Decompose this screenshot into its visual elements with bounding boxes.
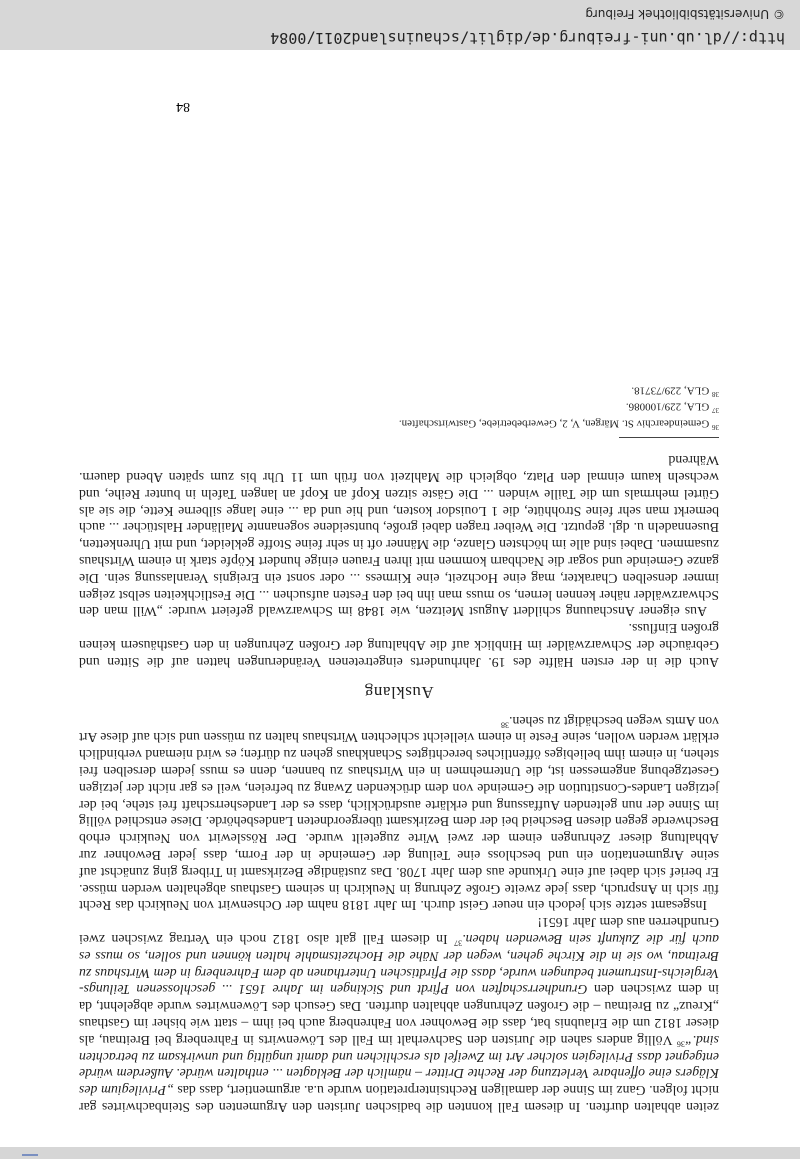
footnote-text: GLA, 229/100086. xyxy=(625,400,710,413)
footnote xyxy=(79,416,719,432)
footnote-number: 37 xyxy=(712,406,719,415)
footnote-number: 36 xyxy=(712,422,719,431)
paragraph-text: Völlig anders sahen die Juristen den Sachverhalt im Fall des Löwenwirts in Fahrenberg bei Breitnau, als dieser 1812 um die Erlaubnis bat, dass die Bewohner von Fahrenberg auch bei ihm – statt wie bisher im Gasthaus „Kreuz“ zu Breitnau – die Großen Zehrungen abhalten durften. Das Gesuch des Löwenwirtes wurde abgelehnt, da in dem zwischen den xyxy=(78,982,719,1048)
source-url-link[interactable]: http://dl.ub.uni-freiburg.de/diglit/schauinsland2011/0084 xyxy=(270,29,785,47)
footnote-ref: 36 xyxy=(676,1039,685,1049)
paragraph-text: zeiten abhalten durften. In diesem Fall konnten die badischen Juristen den Argumenten des Steinbachwirtes gar nicht folgen. Ganz im Sinne der damaligen Rechtsinterpretation wurde u.a. argumentiert, dass das xyxy=(79,1083,719,1115)
paragraph: Aus eigener Anschauung schildert August Meitzen, wie 1848 im Schwarzwald gefeiert wurde: „Will man den Schwarzwälder näher kennen lernen, so muss man ihn bei den Festen aufsuchen ... Die Festlichkeiten selbst zeigen immer denselben Charakter, mag eine Hochzeit, eine Kirmess ... oder sonst ein Ereignis Veranlassung sein. Die ganze Gemeinde und sogar die Nachbarn kommen mit ihren Frauen einige hundert Köpfe stark in einem Wirtshaus zusammen. Dabei sind alle im höchsten Glanze, die Männer oft in sehr feine Stoffe gekleidet, und mit Uhrenketten, Busennadeln u. dgl. geputzt. Die Weiber tragen dabei große, buntseidene sogenannte Mailänder Halstücher ... auch bemerkt man sehr feine Strohhüte, die 1 Louisdor kosten, und hie und da ... eine lange silberne Kette, die sie als Gürtel mehrmals um die Taille winden ... Die Gäste sitzen Kopf an Kopf an langen Tafeln in bunter Reihe, und wechseln kaum einmal den Platz, obgleich die Mahlzeit von früh um 11 Uhr bis zum späten Abend dauern. Während xyxy=(79,453,719,620)
footer-bar xyxy=(0,0,800,50)
quote-text: „Privilegium des Klägers eine offenbare Verletzung der Rechte Dritter – nämlich der Beklagten ... enthalten würde. Außerdem würde entgegnet dass Privilegien solcher Art im Zweifel als erschlichen und damit ungültig und unwirksam zu betrachten sind.“ xyxy=(79,1032,719,1099)
footnote-divider xyxy=(619,437,719,438)
document-page xyxy=(79,384,719,1115)
footnote-number: 38 xyxy=(712,390,719,399)
top-bar xyxy=(0,1147,800,1159)
paragraph xyxy=(79,712,719,914)
footnote xyxy=(79,384,719,400)
paragraph xyxy=(79,913,719,1115)
section-heading: Ausklang xyxy=(364,682,434,702)
footnote-ref: 37 xyxy=(454,938,463,948)
top-bar-marker xyxy=(22,1154,38,1156)
paragraph-text: In diesem Fall galt also 1812 noch ein Vertrag zwischen zwei Grundherren aus dem Jahr 1651! xyxy=(78,915,719,948)
paragraph: Auch die in der ersten Hälfte des 19. Jahrhunderts eingetretenen Veränderungen hatten auf die Sitten und Gebräuche der Schwarzwälder im Hinblick auf die Abhaltung der Großen Zehrungen in den Gasthäusern keinen großen Einfluss. xyxy=(79,621,719,670)
quote-text: Grundherrschaften von Pfirdt und Sickingen im Jahre 1651 ... geschlossenen Teilungs-Vergleichs-Instrument bedungen wurde, dass die Pfirdtischen Unterthanen ab dem Fahrenberg in dem Wirtshaus zu Breitnau, wo sie in die Kirche gehen, wegen der Nähe die Hochzeitsmahle halten können und sollen, so muss es auch für die Zukunft sein Bewenden haben. xyxy=(79,932,719,998)
footnote xyxy=(79,400,719,416)
footnote-text: GLA, 229/73718. xyxy=(631,384,710,397)
paragraph-text: Insgesamt setzte sich jedoch ein neuer Geist durch. Im Jahr 1818 nahm der Ochsenwirt von Neukirch das Recht für sich in Anspruch, dass jede zweite Große Zehrung in Neukirch in seinem Gasthaus abgehalten werden müsse. Er berief sich dabei auf eine Urkunde aus dem Jahr 1708. Das zuständige Bezirksamt in Triberg ging zunächst auf seine Argumentation ein und beschloss eine Teilung der Gemeinde in der Form, dass jeder Bewohner zur Abhaltung dieser Zehrungen einem der zwei Wirte zugeteilt wurde. Der Rösslewirt von Neukirch erhob Beschwerde gegen diesen Bescheid bei der dem Bezirksamt übergeordneten Landesbehörde. Diese entschied völlig im Sinne der nun geltenden Auffassung und erklärte ausdrücklich, dass es der Landesherrschaft frei stehe, bei der jetzigen Landes-Constitution die Gemeinde von dem drückenden Zwang zu befreien, weil es gar nicht der jetzigen Gesetzgebung angemessen ist, die Unternehmen in ein Wirtshaus zu bannen, denn es muss jedem derselben frei stehen, in einem ihm beliebiges öffentliches berechtigtes Schankhaus gehen zu dürfen; es wird niemand verbindlich erklärt werden wollen, seine Feste in einem vielleicht schlechten Wirtshaus halten zu müssen und sich auf diese Art von Amts wegen beschädigt zu sehen. xyxy=(79,713,719,914)
footnote-ref: 38 xyxy=(501,720,510,730)
page-number: 84 xyxy=(176,100,190,115)
copyright-credit: © Universitätsbibliothek Freiburg xyxy=(585,7,785,21)
footnote-text: Gemeindearchiv St. Märgen, V, 2, Gewerbebetriebe, Gastwirtschaften. xyxy=(398,416,710,429)
